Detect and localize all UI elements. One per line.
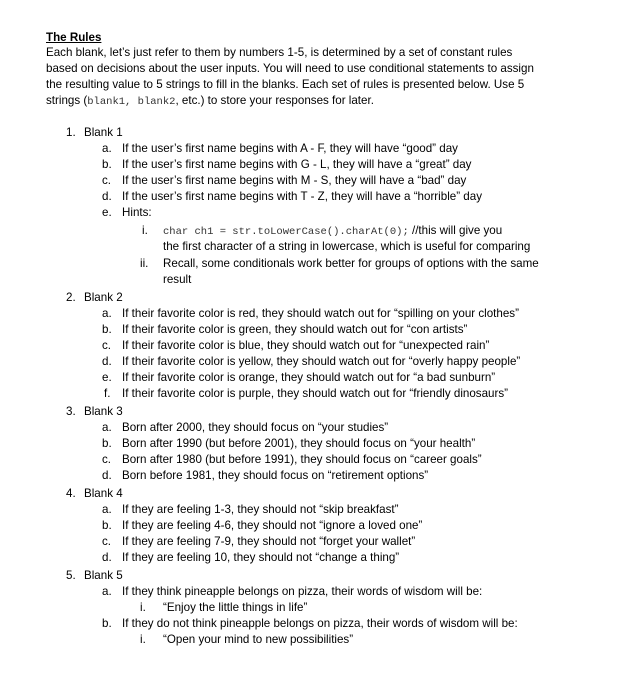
rule-text: If their favorite color is purple, they should watch out for “friendly dinosaurs” [122, 387, 508, 400]
rule-text: If their favorite color is yellow, they should watch out for “overly happy people” [122, 355, 521, 368]
blank-1-heading: Blank 1 [84, 126, 123, 139]
list-marker: c. [102, 453, 112, 466]
rule-text: If the user’s first name begins with M - S, they will have a “bad” day [122, 174, 467, 187]
wisdom-text: “Enjoy the little things in life” [163, 601, 308, 614]
hint-text: result [163, 273, 192, 286]
rule-text: If the user’s first name begins with G - L, they will have a “great” day [122, 158, 472, 171]
rule-text: If they are feeling 4-6, they should not “ignore a loved one” [122, 519, 423, 532]
intro-line: Each blank, let’s just refer to them by numbers 1-5, is determined by a set of constant rules [46, 46, 513, 59]
rule-text: Born before 1981, they should focus on “retirement options” [122, 469, 429, 482]
rule-text: Born after 2000, they should focus on “your studies” [122, 421, 389, 434]
list-marker: i. [140, 601, 146, 614]
list-marker: d. [102, 355, 112, 368]
list-marker: d. [102, 190, 112, 203]
rule-text: If the user’s first name begins with A - F, they will have “good” day [122, 142, 458, 155]
list-marker: b. [102, 158, 112, 171]
rule-text: If they do not think pineapple belongs on pizza, their words of wisdom will be: [122, 617, 518, 630]
hint-text: char ch1 = str.toLowerCase().charAt(0); //this will give you [163, 224, 503, 238]
rule-text: Born after 1990 (but before 2001), they should focus on “your health” [122, 437, 476, 450]
intro-line: based on decisions about the user inputs. You will need to use conditional statements to assign [46, 62, 534, 75]
page-title: The Rules [46, 31, 102, 44]
blank-5-heading: Blank 5 [84, 569, 123, 582]
hints-label: Hints: [122, 206, 152, 219]
rule-text: Born after 1980 (but before 1991), they should focus on “career goals” [122, 453, 482, 466]
list-marker: c. [102, 339, 112, 352]
list-marker: b. [102, 617, 112, 630]
list-number: 3. [66, 405, 76, 418]
blank-3-heading: Blank 3 [84, 405, 123, 418]
list-number: 2. [66, 291, 76, 304]
list-marker: d. [102, 551, 112, 564]
list-marker: b. [102, 437, 112, 450]
rule-text: If their favorite color is green, they should watch out for “con artists” [122, 323, 468, 336]
list-marker: ii. [140, 257, 149, 270]
hint-text: the first character of a string in lowercase, which is useful for comparing [163, 240, 531, 253]
list-marker: d. [102, 469, 112, 482]
rule-text: If the user’s first name begins with T - Z, they will have a “horrible” day [122, 190, 482, 203]
list-marker: a. [102, 421, 112, 434]
intro-line: strings (blank1, blank2, etc.) to store your responses for later. [46, 94, 374, 108]
list-marker: a. [102, 307, 112, 320]
blank-4-heading: Blank 4 [84, 487, 123, 500]
list-number: 4. [66, 487, 76, 500]
list-marker: i. [140, 633, 146, 646]
rule-text: If they are feeling 7-9, they should not “forget your wallet” [122, 535, 416, 548]
list-number: 5. [66, 569, 76, 582]
list-marker: a. [102, 142, 112, 155]
code-snippet: blank1, blank2 [87, 96, 176, 108]
list-marker: f. [104, 387, 111, 400]
rule-text: If their favorite color is red, they should watch out for “spilling on your clothes” [122, 307, 519, 320]
list-number: 1. [66, 126, 76, 139]
rule-text: If they think pineapple belongs on pizza, their words of wisdom will be: [122, 585, 483, 598]
blank-2-heading: Blank 2 [84, 291, 123, 304]
list-marker: a. [102, 503, 112, 516]
list-marker: b. [102, 323, 112, 336]
intro-line: the resulting value to 5 strings to fill in the blanks. Each set of rules is presented below. Use 5 [46, 78, 525, 91]
list-marker: e. [102, 206, 112, 219]
list-marker: e. [102, 371, 112, 384]
wisdom-text: “Open your mind to new possibilities” [163, 633, 354, 646]
rule-text: If their favorite color is blue, they should watch out for “unexpected rain” [122, 339, 490, 352]
code-snippet: char ch1 = str.toLowerCase().charAt(0); [163, 226, 409, 238]
hint-text: Recall, some conditionals work better for groups of options with the same [163, 257, 539, 270]
list-marker: c. [102, 535, 112, 548]
list-marker: a. [102, 585, 112, 598]
rule-text: If they are feeling 10, they should not “change a thing” [122, 551, 400, 564]
rule-text: If they are feeling 1-3, they should not “skip breakfast” [122, 503, 399, 516]
list-marker: i. [142, 224, 148, 237]
list-marker: b. [102, 519, 112, 532]
rule-text: If their favorite color is orange, they should watch out for “a bad sunburn” [122, 371, 496, 384]
list-marker: c. [102, 174, 112, 187]
